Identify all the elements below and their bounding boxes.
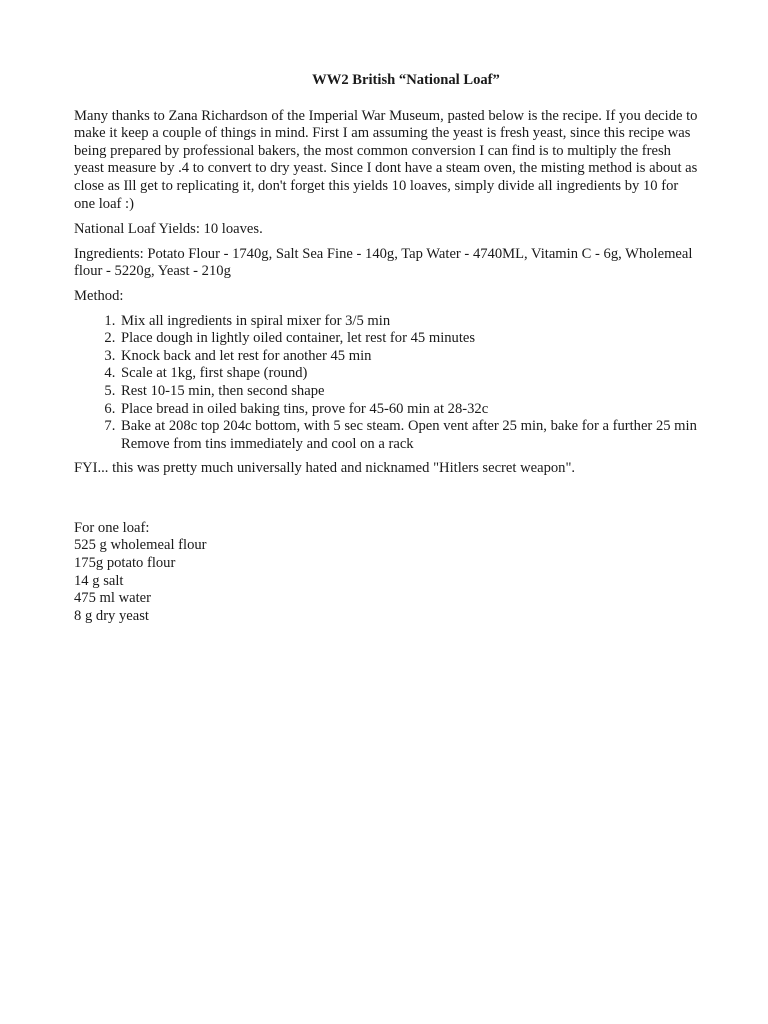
one-loaf-ingredient: 475 ml water (74, 590, 152, 607)
method-step: 6. Place bread in oiled baking tins, prove for 45-60 min at 28-32c (119, 401, 702, 419)
method-step: 1. Mix all ingredients in spiral mixer for 3/5 min (119, 313, 702, 331)
method-step: 4. Scale at 1kg, first shape (round) (119, 365, 702, 383)
method-heading: Method: (74, 287, 124, 304)
method-list (74, 313, 702, 454)
one-loaf-ingredient: 525 g wholemeal flour (74, 537, 207, 554)
fyi-paragraph: FYI... this was pretty much universally hated and nicknamed "Hitlers secret weapon". (74, 460, 576, 477)
document-title: WW2 British “National Loaf” (312, 72, 500, 88)
intro-paragraph: Many thanks to Zana Richardson of the Imperial War Museum, pasted below is the recipe. If you decide to make it keep a couple of things in mind. First I am assuming the yeast is fresh yeast, since this recipe was being prepared by professional bakers, the most common conversion I can find is to multiply the fresh yeast measure by .4 to convert to dry yeast. Since I dont have a steam oven, the misting method is about as close as Ill get to replicating it, don't forget this yields 10 loaves, simply divide all ingredients by 10 for one loaf :) (74, 107, 698, 212)
method-step: 3. Knock back and let rest for another 45 min (119, 348, 702, 366)
document-page (74, 72, 702, 625)
ingredients-paragraph: Ingredients: Potato Flour - 1740g, Salt Sea Fine - 140g, Tap Water - 4740ML, Vitamin C - 6g, Wholemeal flour - 5220g, Yeast - 210g (74, 245, 693, 280)
method-step: 2. Place dough in lightly oiled container, let rest for 45 minutes (119, 330, 702, 348)
method-step: 5. Rest 10-15 min, then second shape (119, 383, 702, 401)
one-loaf-ingredient: 14 g salt (74, 572, 124, 589)
one-loaf-ingredient: 8 g dry yeast (74, 607, 149, 624)
one-loaf-ingredient: 175g potato flour (74, 555, 176, 572)
method-step: 7. Bake at 208c top 204c bottom, with 5 sec steam. Open vent after 25 min, bake for a further 25 min Remove from tins immediately and cool on a rack (119, 418, 702, 453)
one-loaf-section (74, 520, 702, 626)
one-loaf-heading: For one loaf: (74, 519, 150, 536)
yields-paragraph: National Loaf Yields: 10 loaves. (74, 221, 263, 238)
